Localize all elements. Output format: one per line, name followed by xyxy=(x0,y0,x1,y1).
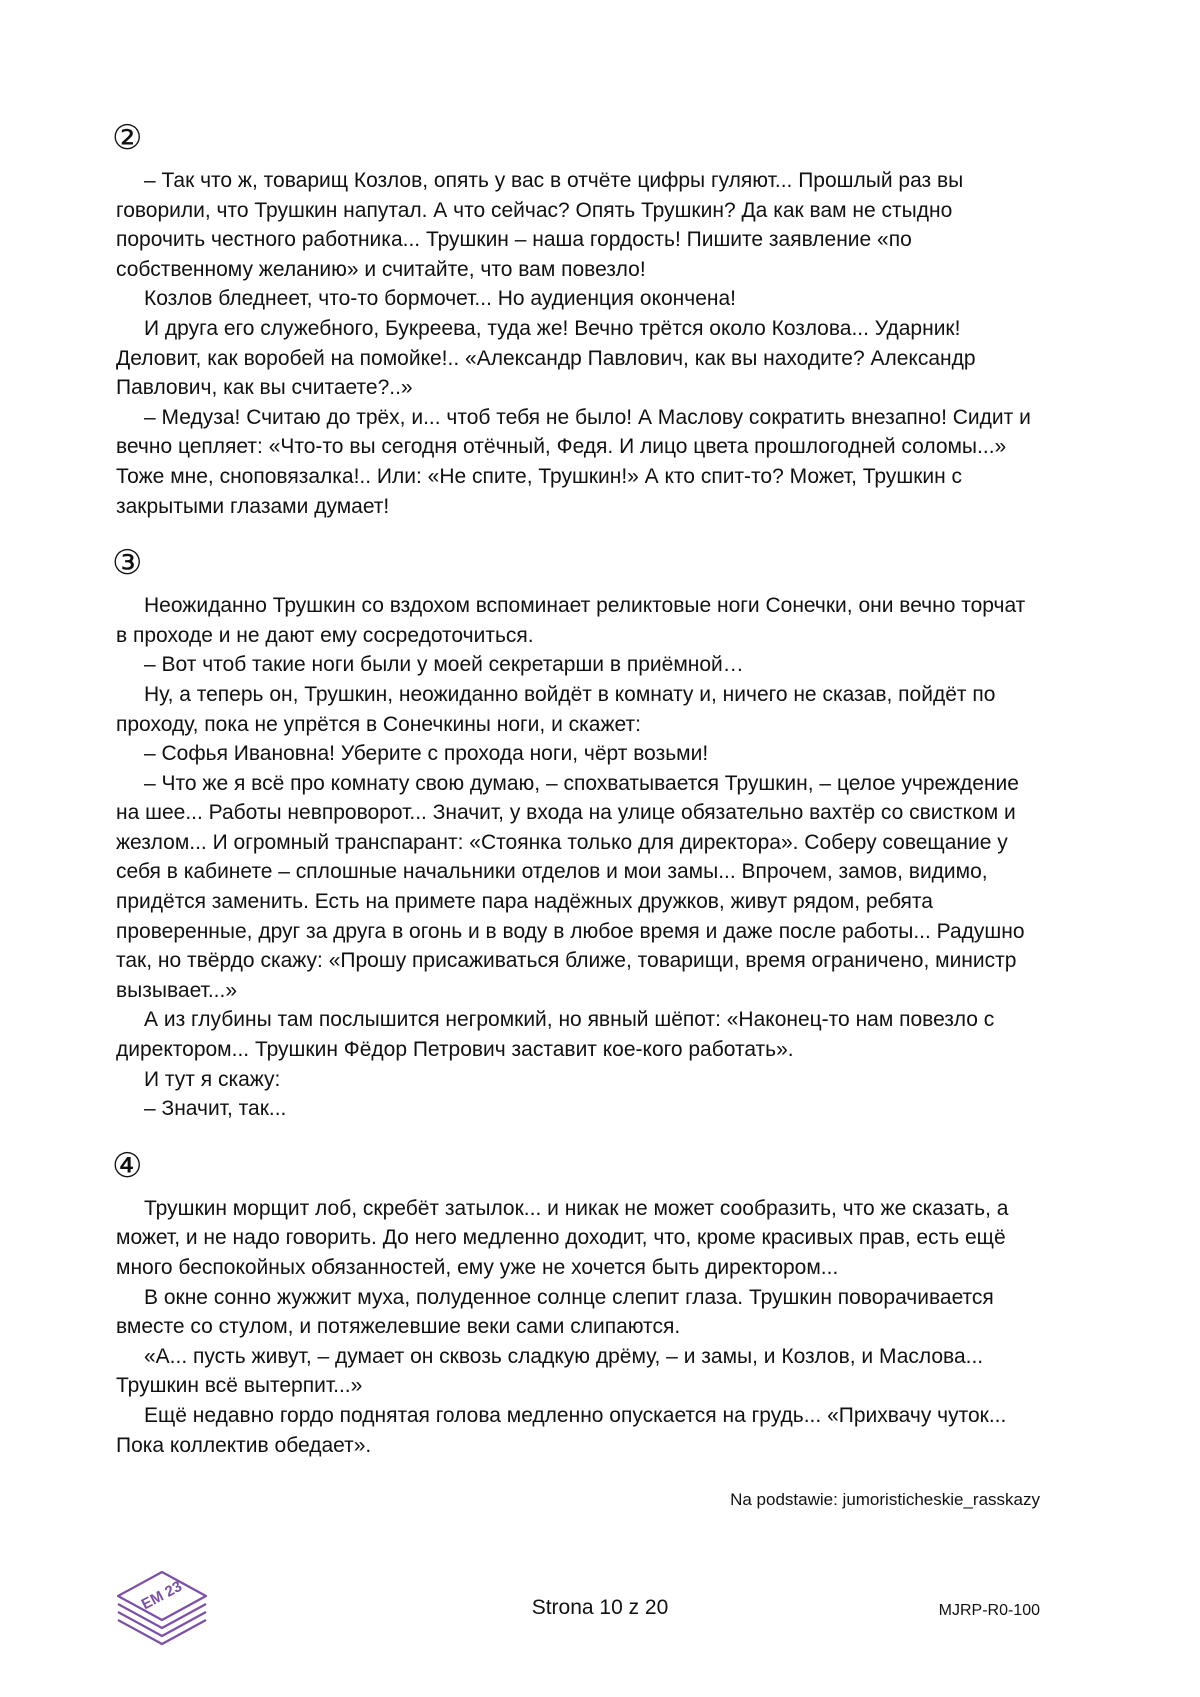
paragraph: Ну, а теперь он, Трушкин, неожиданно войдёт в комнату и, ничего не сказав, пойдёт по проходу, пока не упрётся в Сонечкины ноги, и скажет: xyxy=(116,682,996,736)
section-4 xyxy=(112,1146,1040,1460)
paragraph: А из глубины там послышится негромкий, но явный шёпот: «Наконец-то нам повезло с директором... Трушкин Фёдор Петрович заставит кое-кого работать». xyxy=(116,1008,995,1062)
paragraph: «А... пусть живут, – думает он сквозь сладкую дрёму, – и замы, и Козлов, и Маслова... Трушкин всё вытерпит...» xyxy=(116,1344,984,1398)
paragraph: В окне сонно жужжит муха, полуденное солнце слепит глаза. Трушкин поворачивается вместе со стулом, и потяжелевшие веки сами слипаются. xyxy=(116,1285,994,1339)
paragraph: – Так что ж, товарищ Козлов, опять у вас в отчёте цифры гуляют... Прошлый раз вы говорили, что Трушкин напутал. А что сейчас? Опять Трушкин? Да как вам не стыдно порочить честного работника... Трушкин – наша гордость! Пишите заявление «по собственному желанию» и считайте, что вам повезло! xyxy=(116,169,964,281)
paragraph: Ещё недавно гордо поднятая голова медленно опускается на грудь... «Прихвачу чуток... Пока коллектив обедает». xyxy=(116,1403,1007,1457)
document-body xyxy=(112,118,1040,1482)
section-number: ④ xyxy=(112,1146,143,1185)
paragraph: И друга его служебного, Букреева, туда же! Вечно трётся около Козлова... Ударник! Деловит, как воробей на помойке!.. «Александр Павлович, как вы находите? Александр Павлович, как вы считаете?..» xyxy=(116,316,976,400)
paragraph: Козлов бледнеет, что-то бормочет... Но аудиенция окончена! xyxy=(144,287,736,311)
paragraph: Неожиданно Трушкин со вздохом вспоминает реликтовые ноги Сонечки, они вечно торчат в проходе и не дают ему сосредоточиться. xyxy=(116,594,1026,647)
section-number: ② xyxy=(112,119,143,157)
paragraph: – Значит, так... xyxy=(144,1097,287,1121)
paragraph: Трушкин морщит лоб, скребёт затылок... и никак не может сообразить, что же сказать, а может, и не надо говорить. До него медленно доходит, что, кроме красивых прав, есть ещё много беспокойных обязанностей, ему уже не хочется быть директором... xyxy=(116,1196,1009,1279)
section-3 xyxy=(112,543,1040,1124)
source-note: Na podstawie: jumoristicheskie_rasskazy xyxy=(730,1490,1040,1509)
section-2 xyxy=(112,118,1040,521)
paragraph: – Медуза! Считаю до трёх, и... чтоб тебя не было! А Маслову сократить внезапно! Сидит и вечно цепляет: «Что-то вы сегодня отёчный, Федя. И лицо цвета прошлогодней соломы...» Тоже мне, сноповязалка!.. Или: «Не спите, Трушкин!» А кто спит-то? Может, Трушкин с закрытыми глазами думает! xyxy=(116,405,1031,518)
section-number: ③ xyxy=(112,544,143,583)
paragraph: – Вот чтоб такие ноги были у моей секретарши в приёмной… xyxy=(144,653,744,677)
svg-text:EM 23: EM 23 xyxy=(138,1577,185,1614)
paragraph: – Что же я всё про комнату свою думаю, – спохватывается Трушкин, – целое учреждение на шее... Работы невпроворот... Значит, у входа на улице обязательно вахтёр со свистком и жезлом... И огромный транспарант: «Стоянка только для директора». Соберу совещание у себя в кабинете – сплошные начальники отделов и мои замы... Впрочем, замов, видимо, придётся заменить. Есть на примете пара надёжных дружков, живут рядом, ребята проверенные, друг за друга в огонь и в воду в любое время и даже после работы... Радушно так, но твёрдо скажу: «Прошу присаживаться ближе, товарищи, время ограничено, министр вызывает...» xyxy=(116,771,1025,1002)
paragraph: И тут я скажу: xyxy=(144,1067,281,1091)
document-code: MJRP-R0-100 xyxy=(938,1602,1040,1619)
paragraph: – Софья Ивановна! Уберите с прохода ноги, чёрт возьми! xyxy=(144,742,709,766)
page-number: Strona 10 z 20 xyxy=(531,1596,669,1619)
